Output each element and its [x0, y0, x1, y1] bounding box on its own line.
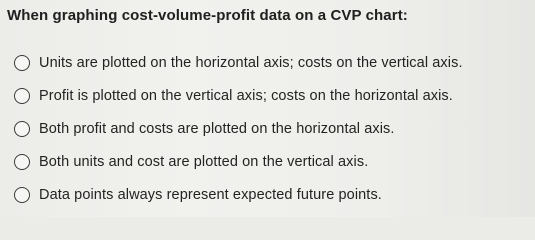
radio-button-icon[interactable]	[14, 187, 30, 203]
radio-button-icon[interactable]	[14, 154, 30, 170]
answer-option-5[interactable]	[14, 184, 382, 206]
radio-button-icon[interactable]	[14, 121, 30, 137]
answer-option-label: Both profit and costs are plotted on the horizontal axis.	[39, 121, 395, 137]
answer-option-1[interactable]	[14, 52, 463, 74]
answer-option-label: Profit is plotted on the vertical axis; costs on the horizontal axis.	[39, 88, 453, 104]
answer-option-2[interactable]	[14, 85, 453, 107]
question-text: When graphing cost-volume-profit data on a CVP chart:	[7, 7, 408, 24]
answer-option-3[interactable]	[14, 118, 395, 140]
radio-button-icon[interactable]	[14, 88, 30, 104]
answer-option-label: Units are plotted on the horizontal axis; costs on the vertical axis.	[39, 55, 463, 71]
answer-option-4[interactable]	[14, 151, 368, 173]
answer-option-label: Both units and cost are plotted on the vertical axis.	[39, 154, 369, 170]
radio-button-icon[interactable]	[14, 55, 30, 71]
answer-option-label: Data points always represent expected future points.	[39, 187, 382, 203]
